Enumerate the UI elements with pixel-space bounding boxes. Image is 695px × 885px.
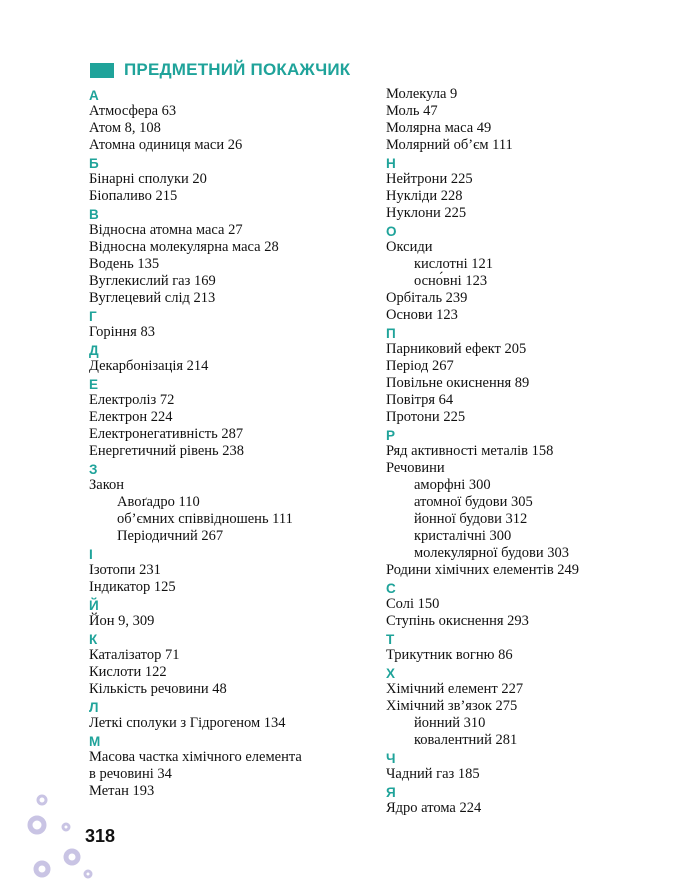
index-subentry: йонної будови 312 <box>414 511 528 527</box>
index-entry: Атмосфера 63 <box>89 103 177 119</box>
index-entry: Ізотопи 231 <box>89 562 161 578</box>
index-letter-heading: М <box>89 734 101 749</box>
deco-circle <box>63 824 69 830</box>
index-entry: Кислоти 122 <box>89 664 167 680</box>
index-entry: Основи 123 <box>386 307 458 323</box>
index-entry: Каталізатор 71 <box>89 647 180 663</box>
index-letter-heading: В <box>89 207 99 222</box>
title-accent-bar <box>90 63 114 78</box>
index-entry: Нуклони 225 <box>386 205 467 221</box>
index-subentry: йонний 310 <box>414 715 486 731</box>
index-entry: Масова частка хімічного елемента <box>89 749 302 765</box>
index-column-right <box>386 86 686 817</box>
index-entry: Оксиди <box>386 239 433 255</box>
index-entry: Молекула 9 <box>386 86 458 102</box>
index-entry: Індикатор 125 <box>89 579 176 595</box>
index-entry: Нукліди 228 <box>386 188 463 204</box>
index-entry: Повітря 64 <box>386 392 454 408</box>
index-letter-heading: С <box>386 581 396 596</box>
index-entry: Декарбонізація 214 <box>89 358 209 374</box>
index-subentry: кислотні 121 <box>414 256 494 272</box>
index-entry: Ряд активності металів 158 <box>386 443 554 459</box>
index-subentry: аморфні 300 <box>414 477 491 493</box>
index-column-left <box>89 86 379 800</box>
index-entry: Електронегативність 287 <box>89 426 244 442</box>
index-letter-heading: І <box>89 547 93 562</box>
index-entry: Водень 135 <box>89 256 160 272</box>
index-entry: Електроліз 72 <box>89 392 175 408</box>
deco-circle <box>36 863 48 875</box>
index-letter-heading: З <box>89 462 98 477</box>
index-entry: Орбіталь 239 <box>386 290 468 306</box>
index-subentry: кристалічні 300 <box>414 528 512 544</box>
index-entry: Родини хімічних елементів 249 <box>386 562 580 578</box>
index-entry: Нейтрони 225 <box>386 171 473 187</box>
index-letter-heading: Т <box>386 632 395 647</box>
index-entry: Хімічний зв’язок 275 <box>386 698 518 714</box>
index-letter-heading: П <box>386 326 396 341</box>
page-number: 318 <box>85 826 116 846</box>
page-title: ПРЕДМЕТНИЙ ПОКАЖЧИК <box>124 60 351 79</box>
index-subentry: молекулярної будови 303 <box>414 545 569 561</box>
index-entry: Йон 9, 309 <box>89 613 155 629</box>
index-letter-heading: Д <box>89 343 99 358</box>
index-entry: Протони 225 <box>386 409 466 425</box>
index-entry: Атом 8, 108 <box>89 120 161 136</box>
index-subentry: атомної будови 305 <box>414 494 533 510</box>
index-entry: Леткі сполуки з Гідрогеном 134 <box>89 715 286 731</box>
index-letter-heading: Х <box>386 666 396 681</box>
index-entry: Бінарні сполуки 20 <box>89 171 207 187</box>
deco-circle <box>30 818 44 832</box>
index-subentry: Періодичний 267 <box>117 528 224 544</box>
index-entry: Період 267 <box>386 358 454 374</box>
index-entry: Молярний об’єм 111 <box>386 137 513 153</box>
index-letter-heading: Я <box>386 785 396 800</box>
index-entry: Атомна одиниця маси 26 <box>89 137 243 153</box>
index-entry: Речовини <box>386 460 445 476</box>
index-letter-heading: Р <box>386 428 396 443</box>
index-letter-heading: Б <box>89 156 99 171</box>
index-entry: Кількість речовини 48 <box>89 681 227 697</box>
index-entry: Ступінь окиснення 293 <box>386 613 529 629</box>
index-entry: Чадний газ 185 <box>386 766 480 782</box>
index-letter-heading: А <box>89 88 99 103</box>
index-entry: Ядро атома 224 <box>386 800 482 816</box>
index-entry: в речовині 34 <box>89 766 172 782</box>
index-entry: Закон <box>89 477 125 493</box>
index-letter-heading: Л <box>89 700 99 715</box>
index-entry: Відносна атомна маса 27 <box>89 222 243 238</box>
index-entry: Горіння 83 <box>89 324 155 340</box>
index-entry: Солі 150 <box>386 596 440 612</box>
index-entry: Вуглекислий газ 169 <box>89 273 216 289</box>
deco-circle <box>66 851 78 863</box>
index-entry: Біопаливо 215 <box>89 188 178 204</box>
index-entry: Моль 47 <box>386 103 438 119</box>
index-entry: Електрон 224 <box>89 409 173 425</box>
index-entry: Енергетичний рівень 238 <box>89 443 245 459</box>
index-entry: Парниковий ефект 205 <box>386 341 527 357</box>
index-letter-heading: О <box>386 224 397 239</box>
index-entry: Вуглецевий слід 213 <box>89 290 216 306</box>
deco-circle <box>85 871 91 877</box>
index-letter-heading: Ч <box>386 751 396 766</box>
index-letter-heading: К <box>89 632 98 647</box>
deco-circle <box>38 796 46 804</box>
index-subentry: об’ємних співвідношень 111 <box>117 511 293 527</box>
index-entry: Повільне окиснення 89 <box>386 375 530 391</box>
index-entry: Хімічний елемент 227 <box>386 681 524 697</box>
index-entry: Відносна молекулярна маса 28 <box>89 239 279 255</box>
index-entry: Молярна маса 49 <box>386 120 492 136</box>
index-subentry: осно́вні 123 <box>414 273 488 289</box>
index-entry: Трикутник вогню 86 <box>386 647 513 663</box>
index-letter-heading: Е <box>89 377 99 392</box>
index-letter-heading: Й <box>89 598 99 613</box>
index-subentry: ковалентний 281 <box>414 732 518 748</box>
index-letter-heading: Г <box>89 309 97 324</box>
index-subentry: Авоґадро 110 <box>117 494 200 510</box>
index-letter-heading: Н <box>386 156 396 171</box>
index-entry: Метан 193 <box>89 783 155 799</box>
